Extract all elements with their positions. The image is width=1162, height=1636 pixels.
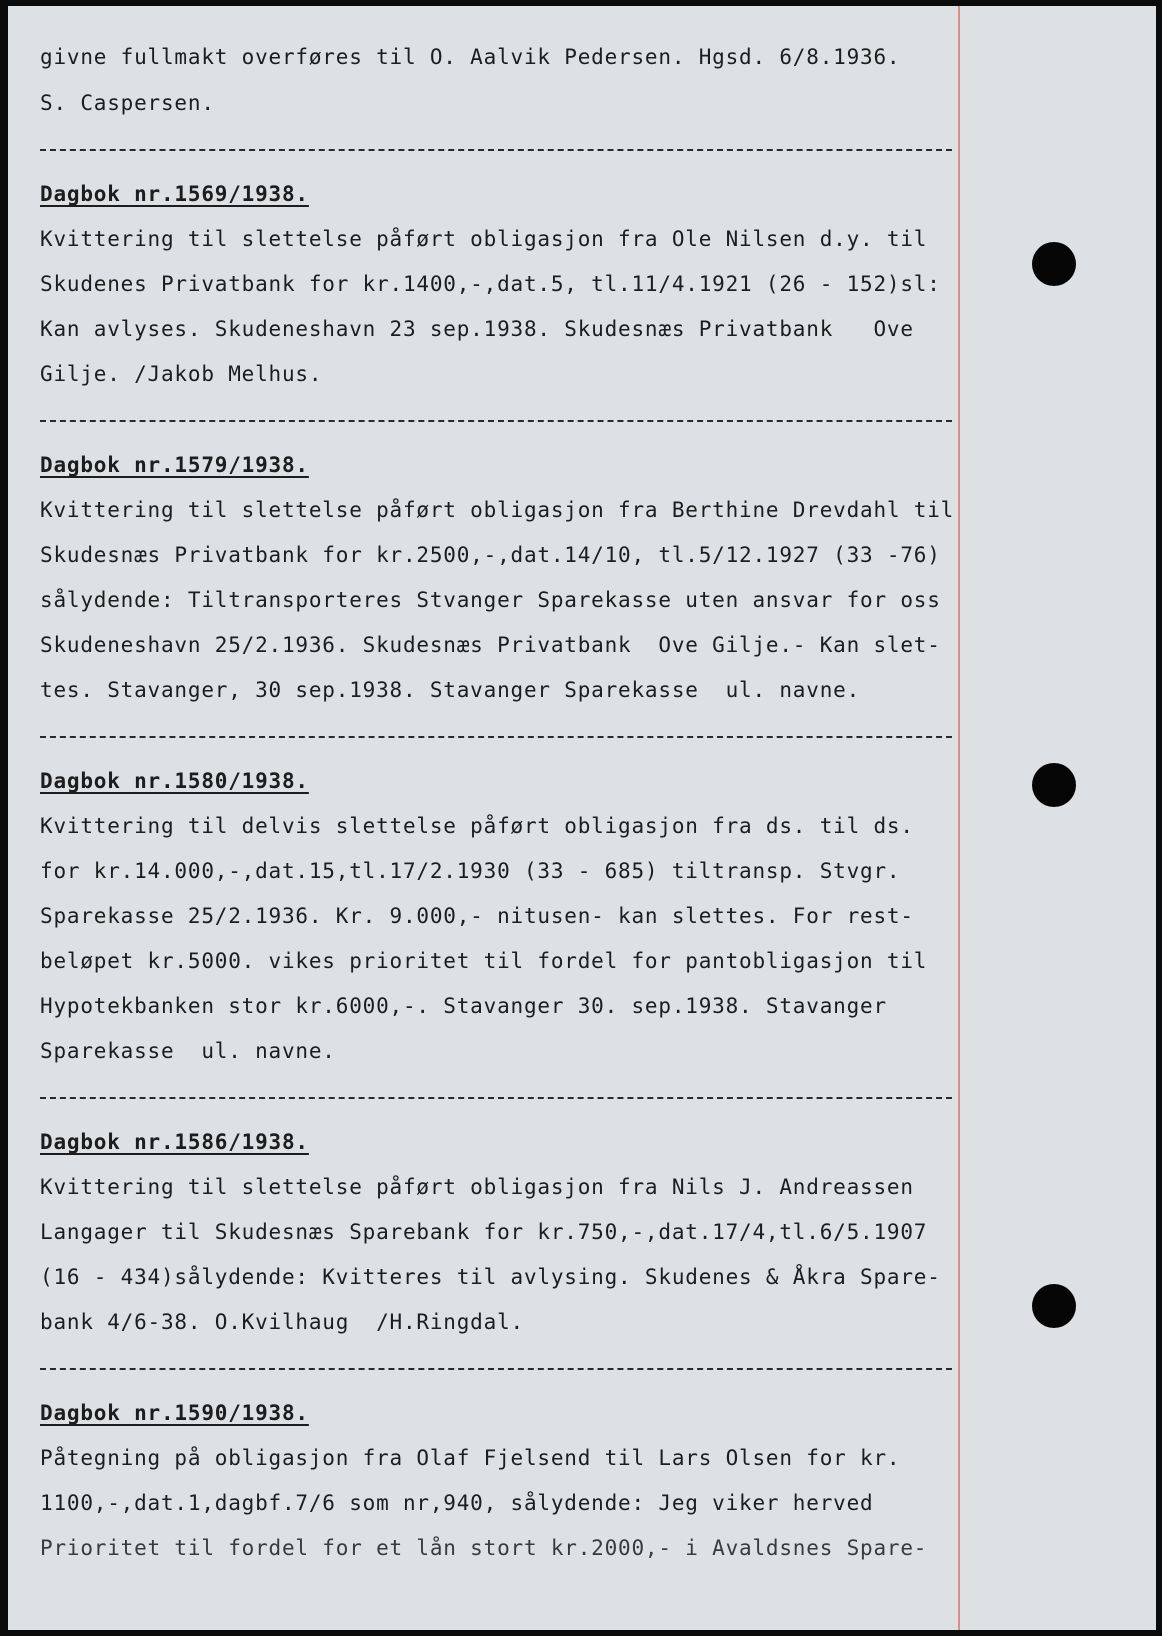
text-line: Skudeneshavn 25/2.1936. Skudesnæs Privatbank Ove Gilje.- Kan slet-: [40, 633, 941, 657]
text-line: Skudenes Privatbank for kr.1400,-,dat.5, tl.11/4.1921 (26 - 152)sl:: [40, 272, 941, 296]
entry-heading: Dagbok nr.1586/1938.: [40, 1130, 309, 1154]
margin-rule: [958, 6, 960, 1630]
text-line: (16 - 434)sålydende: Kvitteres til avlysing. Skudenes & Åkra Spare-: [40, 1265, 941, 1289]
punch-hole: [1032, 763, 1076, 807]
entry-heading: Dagbok nr.1580/1938.: [40, 769, 309, 793]
text-line: Gilje. /Jakob Melhus.: [40, 362, 323, 386]
entry-heading: Dagbok nr.1579/1938.: [40, 453, 309, 477]
text-line: Kvittering til slettelse påført obligasjon fra Ole Nilsen d.y. til: [40, 227, 928, 251]
text-line: Kvittering til slettelse påført obligasjon fra Nils J. Andreassen: [40, 1175, 914, 1199]
text-line: Prioritet til fordel for et lån stort kr.2000,- i Avaldsnes Spare-: [40, 1536, 928, 1560]
text-line: S. Caspersen.: [40, 91, 215, 115]
text-line: Kan avlyses. Skudeneshavn 23 sep.1938. Skudesnæs Privatbank Ove: [40, 317, 914, 341]
ledger-page: [8, 6, 1156, 1630]
text-line: Skudesnæs Privatbank for kr.2500,-,dat.14/10, tl.5/12.1927 (33 -76): [40, 543, 941, 567]
text-line: Sparekasse ul. navne.: [40, 1039, 336, 1063]
text-line: tes. Stavanger, 30 sep.1938. Stavanger Sparekasse ul. navne.: [40, 678, 861, 702]
text-line: sålydende: Tiltransporteres Stvanger Sparekasse uten ansvar for oss: [40, 588, 941, 612]
separator: [40, 736, 952, 738]
text-line: Kvittering til slettelse påført obligasjon fra Berthine Drevdahl til: [40, 498, 955, 522]
text-line: for kr.14.000,-,dat.15,tl.17/2.1930 (33 - 685) tiltransp. Stvgr.: [40, 859, 901, 883]
punch-hole: [1032, 1284, 1076, 1328]
entry-heading: Dagbok nr.1590/1938.: [40, 1401, 309, 1425]
text-line: 1100,-,dat.1,dagbf.7/6 som nr,940, sålydende: Jeg viker herved: [40, 1491, 874, 1515]
text-line: Sparekasse 25/2.1936. Kr. 9.000,- nitusen- kan slettes. For rest-: [40, 904, 914, 928]
text-line: Påtegning på obligasjon fra Olaf Fjelsend til Lars Olsen for kr.: [40, 1446, 901, 1470]
punch-hole: [1032, 242, 1076, 286]
separator: [40, 1368, 952, 1370]
text-line: bank 4/6-38. O.Kvilhaug /H.Ringdal.: [40, 1310, 524, 1334]
text-line: Hypotekbanken stor kr.6000,-. Stavanger 30. sep.1938. Stavanger: [40, 994, 887, 1018]
text-line: Langager til Skudesnæs Sparebank for kr.750,-,dat.17/4,tl.6/5.1907: [40, 1220, 928, 1244]
text-line: Kvittering til delvis slettelse påført obligasjon fra ds. til ds.: [40, 814, 914, 838]
text-line: beløpet kr.5000. vikes prioritet til fordel for pantobligasjon til: [40, 949, 928, 973]
separator: [40, 149, 952, 151]
entry-heading: Dagbok nr.1569/1938.: [40, 182, 309, 206]
separator: [40, 420, 952, 422]
separator: [40, 1097, 952, 1099]
text-line: givne fullmakt overføres til O. Aalvik Pedersen. Hgsd. 6/8.1936.: [40, 45, 901, 69]
